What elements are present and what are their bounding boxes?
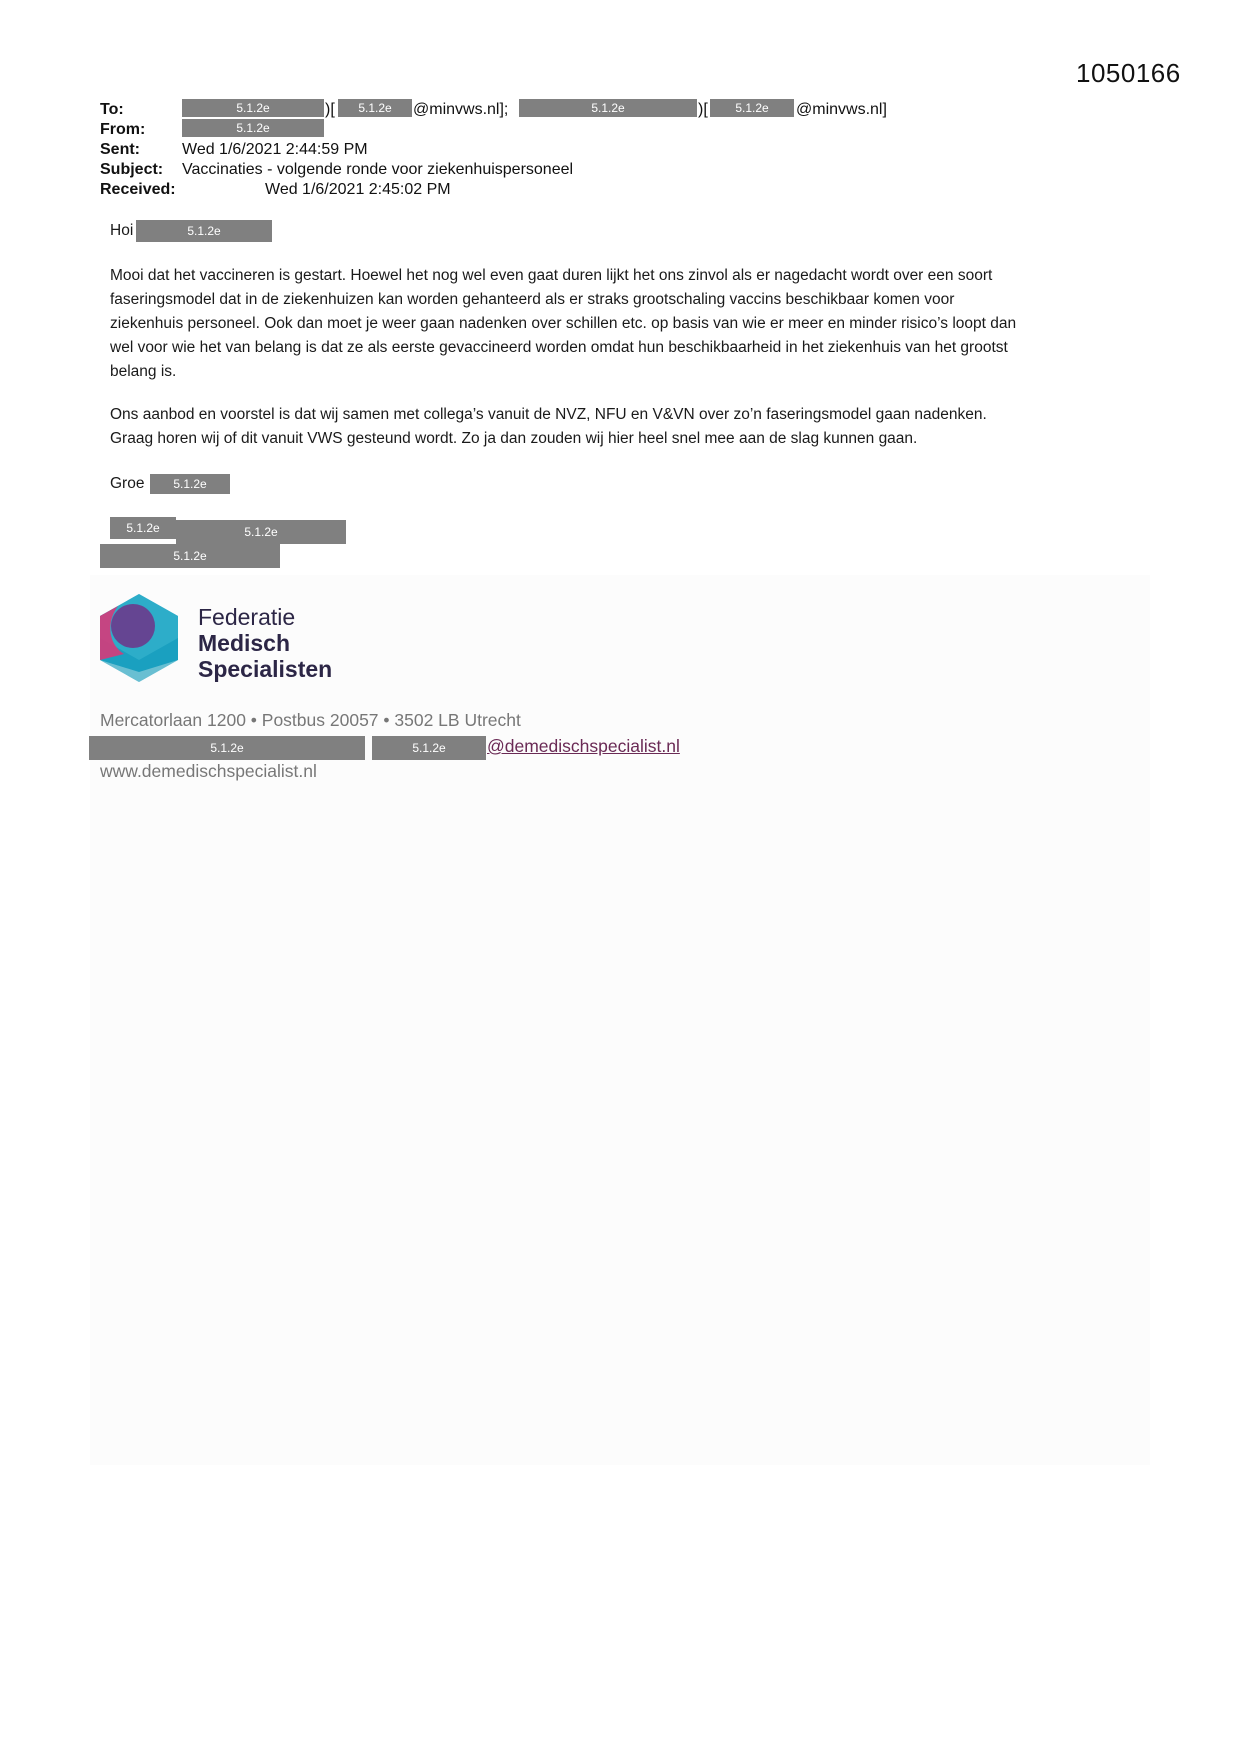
logo-line-1: Federatie (198, 604, 296, 630)
redaction-box: 5.1.2e (182, 119, 324, 137)
address: Mercatorlaan 1200 • Postbus 20057 • 3502 LB Utrecht (100, 710, 521, 730)
logo-line-2: Medisch (198, 630, 291, 656)
to-separator: )[ (698, 101, 708, 118)
paragraph-line: Graag horen wij of dit vanuit VWS gesteund wordt. Zo ja dan zouden wij hier heel snel mee aan de slag kunnen gaan. (110, 430, 918, 447)
closing: Groe (110, 475, 145, 492)
federatie-logo-icon (98, 592, 180, 684)
paragraph-line: wel voor wie het van belang is dat ze als eerste gevaccineerd worden omdat hun beschikbaarheid in het ziekenhuis van het grootst (110, 339, 1008, 356)
paragraph-line: Ons aanbod en voorstel is dat wij samen met collega’s vanuit de NVZ, NFU en V&VN over zo’n faseringsmodel gaan nadenken. (110, 406, 987, 423)
subject-value: Vaccinaties - volgende ronde voor ziekenhuispersoneel (182, 161, 574, 178)
paragraph-line: faseringsmodel dat in de ziekenhuizen kan worden gehanteerd als er straks grootschaling vaccins beschikbaar komen voor (110, 291, 955, 308)
redaction-box: 5.1.2e (100, 544, 280, 568)
redaction-box: 5.1.2e (110, 517, 176, 539)
redaction-box: 5.1.2e (519, 99, 697, 117)
redaction-box: 5.1.2e (338, 99, 412, 117)
redaction-box: 5.1.2e (372, 736, 486, 760)
from-label: From: (100, 121, 146, 138)
to-label: To: (100, 101, 124, 118)
logo-text (198, 604, 332, 682)
sent-label: Sent: (100, 141, 140, 158)
redaction-box: 5.1.2e (710, 99, 794, 117)
logo-line-3: Specialisten (198, 656, 333, 682)
redaction-box: 5.1.2e (89, 736, 365, 760)
redaction-box: 5.1.2e (150, 474, 230, 494)
received-value: Wed 1/6/2021 2:45:02 PM (265, 181, 451, 198)
paragraph-1 (110, 264, 1016, 384)
website: www.demedischspecialist.nl (100, 761, 317, 781)
paragraph-2 (110, 403, 987, 451)
paragraph-line: belang is. (110, 363, 177, 380)
scan-background (90, 575, 1150, 1465)
to-domain: @minvws.nl]; (413, 101, 509, 118)
subject-label: Subject: (100, 161, 164, 178)
received-label: Received: (100, 181, 176, 198)
paragraph-line: ziekenhuis personeel. Ook dan moet je weer gaan nadenken over schillen etc. op basis van wie er meer en minder risico’s loopt dan (110, 315, 1017, 332)
redaction-box: 5.1.2e (176, 520, 346, 544)
to-domain: @minvws.nl] (796, 101, 887, 118)
redaction-box: 5.1.2e (136, 220, 272, 242)
email-link[interactable]: @demedischspecialist.nl (487, 736, 680, 756)
sent-value: Wed 1/6/2021 2:44:59 PM (182, 141, 368, 158)
redaction-box: 5.1.2e (182, 99, 324, 117)
greeting: Hoi (110, 222, 134, 239)
document-number: 1050166 (1076, 58, 1181, 88)
to-separator: )[ (325, 101, 335, 118)
paragraph-line: Mooi dat het vaccineren is gestart. Hoewel het nog wel even gaat duren lijkt het ons zinvol als er nagedacht wordt over een soort (110, 267, 993, 284)
